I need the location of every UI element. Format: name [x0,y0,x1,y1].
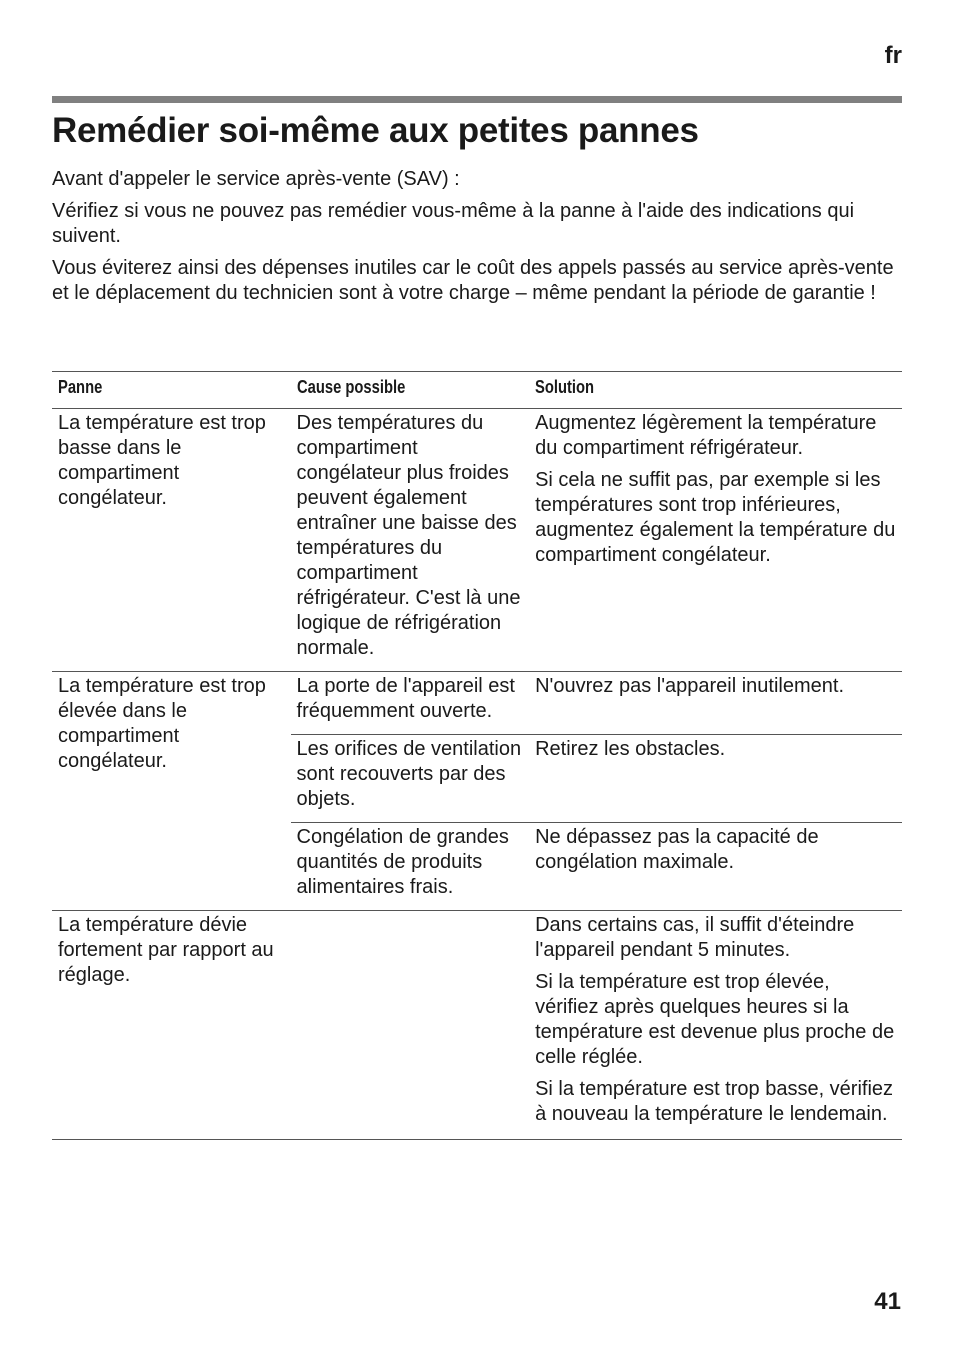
troubleshooting-table [52,371,902,1140]
page-title: Remédier soi-même aux petites pannes [52,111,699,150]
solution-text: N'ouvrez pas l'appareil inutilement. [535,675,844,697]
cause-cell: Congélation de grandes quantités de produits alimentaires frais. [291,823,530,911]
solution-cell [529,409,902,672]
panne-cell: La température dévie fortement par rapport au réglage. [52,911,291,1140]
solution-cell [529,823,902,911]
solution-text: Ne dépassez pas la capacité de congélation maximale. [535,826,819,873]
table-header-row [52,372,902,409]
cause-cell [291,911,530,1140]
solution-text: Dans certains cas, il suffit d'éteindre l'appareil pendant 5 minutes. [535,914,855,961]
solution-text: Augmentez légèrement la température du compartiment réfrigérateur. [535,412,877,459]
table-row [52,409,902,672]
intro-text [52,167,902,313]
intro-paragraph: Avant d'appeler le service après-vente (SAV) : [52,168,460,190]
language-label: fr [884,42,902,69]
table-row [52,911,902,1140]
solution-text: Retirez les obstacles. [535,738,726,760]
header-cause: Cause possible [291,372,530,409]
header-panne: Panne [52,372,291,409]
solution-cell [529,735,902,823]
header-rule [52,96,902,103]
cause-cell: Les orifices de ventilation sont recouverts par des objets. [291,735,530,823]
cause-cell: La porte de l'appareil est fréquemment ouverte. [291,672,530,735]
solution-cell [529,672,902,735]
table-row [52,672,902,735]
panne-cell: La température est trop élevée dans le compartiment congélateur. [52,672,291,911]
solution-text: Si la température est trop élevée, vérifiez après quelques heures si la température est devenue plus proche de celle réglée. [535,971,895,1068]
solution-text: Si la température est trop basse, vérifiez à nouveau la température le lendemain. [535,1078,894,1125]
panne-cell: La température est trop basse dans le compartiment congélateur. [52,409,291,672]
intro-paragraph: Vous éviterez ainsi des dépenses inutiles car le coût des appels passés au service après-vente et le déplacement du technicien sont à votre charge – même pendant la période de garantie ! [52,257,894,304]
intro-paragraph: Vérifiez si vous ne pouvez pas remédier vous-même à la panne à l'aide des indications qui suivent. [52,200,855,247]
solution-cell [529,911,902,1140]
solution-text: Si cela ne suffit pas, par exemple si les températures sont trop inférieures, augmentez également la température du compartiment congélateur. [535,469,896,566]
cause-cell: Des températures du compartiment congélateur plus froides peuvent également entraîner une baisse des températures du compartiment réfrigérateur. C'est là une logique de réfrigération normale. [291,409,530,672]
header-solution: Solution [529,372,902,409]
page-number: 41 [874,1288,901,1315]
